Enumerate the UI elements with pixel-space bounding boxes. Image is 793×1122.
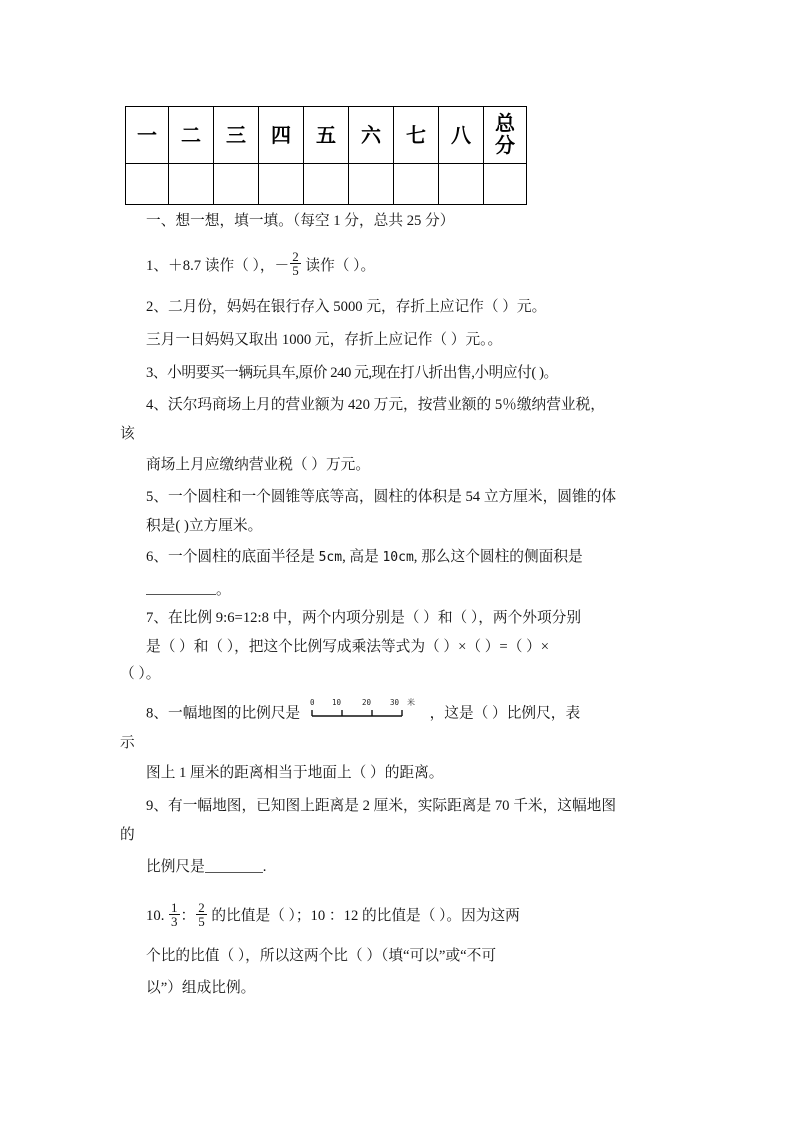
fraction-numerator: 2 (292, 249, 299, 265)
score-header-cell-1 (126, 107, 169, 164)
question-9-answer-blank[interactable] (205, 858, 263, 873)
score-answer-cell-1[interactable] (126, 164, 169, 205)
question-10-line-1 (120, 901, 683, 929)
fraction-two-fifths (196, 901, 207, 929)
score-header-label-1: 一 (137, 122, 157, 147)
question-10-number: 10. (146, 908, 165, 925)
fraction-denominator: 5 (292, 263, 299, 279)
score-header-cell-7 (394, 107, 439, 164)
question-4-line-3-end: ）万元。 (311, 456, 371, 473)
question-9-line-1: 9、有一幅地图，已知图上距离是 2 厘米，实际距离是 70 千米，这幅地图 (146, 797, 617, 814)
question-2-line-2-lead: 三月一日妈妈又取出 1000 元，存折上应记作（ (146, 331, 448, 348)
score-header-label-6: 六 (361, 122, 381, 147)
question-8-lead: 8、一幅地图的比例尺是 (146, 705, 301, 722)
question-6-lead: 6、一个圆柱的底面半径是 (146, 548, 319, 565)
question-4-line-3-lead: 商场上月应缴纳营业税（ (146, 456, 308, 473)
question-7-line-3: （ ）。 (120, 665, 161, 682)
question-4-wrap-fragment: 该 (120, 426, 135, 443)
score-header-cell-6 (349, 107, 394, 164)
score-answer-cell-6[interactable] (349, 164, 394, 205)
question-8-line-3-end: ）的距离。 (370, 765, 444, 782)
question-6-radius-value: 5cm (318, 549, 343, 565)
question-10-mid-end: ）。因为这两 (439, 908, 520, 925)
score-header-cell-5 (304, 107, 349, 164)
svg-text:20: 20 (361, 697, 371, 707)
question-6-line-2 (120, 581, 683, 598)
question-6-tail: , 那么这个圆柱的侧面积是 (413, 548, 583, 565)
question-9-line-3-lead: 比例尺是 (146, 859, 205, 876)
question-7-line-1: 7、在比例 9:6=12:8 中，两个内项分别是（ ）和（ ），两个外项分别 (146, 610, 582, 627)
score-table-header-row (126, 107, 527, 164)
score-header-label-4: 四 (271, 122, 291, 147)
score-header-label-3: 三 (226, 122, 246, 147)
question-6-answer-blank[interactable] (146, 581, 216, 596)
question-2-lead: 2、二月份，妈妈在银行存入 5000 元，存折上应记作（ (146, 299, 499, 316)
question-8-mid-end: ）比例尺，表 (492, 705, 581, 722)
score-header-label-5: 五 (316, 122, 336, 147)
question-10-line-2 (120, 949, 683, 964)
question-2-line-2 (120, 333, 683, 348)
question-3 (120, 366, 683, 381)
question-3-lead: 3、小明要买一辆玩具车,原价 240 元,现在打八折出售,小明应付( (146, 364, 536, 381)
question-3-end: )。 (539, 364, 558, 381)
question-10-line-2-part-a: 个比的比值（ (146, 947, 235, 964)
score-answer-cell-5[interactable] (304, 164, 349, 205)
score-header-cell-total (484, 107, 527, 164)
svg-text:0: 0 (309, 697, 315, 707)
question-4-line-1: 4、沃尔玛商场上月的营业额为 420 万元，按营业额的 5％缴纳营业税， (146, 397, 605, 414)
question-2-line-2-end: ）元。。 (450, 331, 503, 348)
svg-text:30: 30 (389, 697, 399, 707)
map-scale-bar-icon (306, 696, 424, 722)
score-table-container (125, 106, 527, 205)
question-5-line-2-end: )立方厘米。 (183, 518, 263, 535)
question-2-line-1 (120, 300, 683, 315)
score-answer-cell-4[interactable] (259, 164, 304, 205)
question-6-mid: , 高是 (342, 548, 383, 565)
score-answer-cell-7[interactable] (394, 164, 439, 205)
question-1-tail: 读作（ (305, 257, 350, 274)
section-heading: 一、想一想，填一填。（每空 1 分，总共 25 分） (146, 213, 455, 229)
question-9-line-3-end: . (262, 859, 267, 876)
question-9-wrap-fragment: 的 (120, 826, 135, 843)
score-header-cell-8 (439, 107, 484, 164)
question-6-line-2-end: 。 (216, 581, 231, 598)
question-10-line-2-part-b: ），所以这两个比（ (237, 947, 363, 964)
score-header-cell-3 (214, 107, 259, 164)
score-header-cell-4 (259, 107, 304, 164)
question-5-line-2-lead: 积是( (146, 518, 181, 535)
fraction-numerator: 2 (198, 899, 205, 915)
question-6-line-1 (120, 550, 683, 565)
svg-text:10: 10 (331, 697, 341, 707)
score-header-label-total: 总分 (495, 111, 515, 157)
score-answer-cell-3[interactable] (214, 164, 259, 205)
question-10-line-3: 以”）组成比例。 (146, 980, 256, 997)
question-2-line-1-end: ）元。 (502, 299, 547, 316)
question-1-lead: 1、＋8.7 读作（ (146, 257, 249, 274)
question-4-line-3 (120, 458, 683, 473)
question-10-line-2-part-c: ）（填“可以”或“不可 (366, 947, 497, 964)
question-8-line-3 (120, 766, 683, 781)
score-table (125, 106, 527, 205)
fraction-denominator: 5 (198, 913, 205, 929)
fraction-two-fifths (290, 250, 301, 278)
score-answer-cell-8[interactable] (439, 164, 484, 205)
question-8-line-1 (120, 696, 683, 722)
question-10-mid: ）；10 ：12 的比值是（ (288, 908, 436, 925)
score-answer-cell-2[interactable] (169, 164, 214, 205)
question-5-line-2 (120, 519, 683, 534)
question-10-ratio-separator: ： (180, 908, 196, 925)
question-1 (120, 251, 683, 279)
question-8-line-3-lead: 图上 1 厘米的距离相当于地面上（ (146, 765, 367, 782)
svg-text:米: 米 (406, 697, 415, 707)
question-8-wrap-fragment: 示 (120, 734, 135, 751)
question-10-after-fraction: 的比值是（ (211, 908, 285, 925)
question-6-height-value: 10cm (382, 549, 414, 565)
question-1-end: ）。 (353, 257, 376, 274)
question-5-line-1: 5、一个圆柱和一个圆锥等底等高，圆柱的体积是 54 立方厘米，圆锥的体 (146, 489, 617, 506)
score-header-cell-2 (169, 107, 214, 164)
fraction-denominator: 3 (171, 913, 178, 929)
question-7-line-2: 是（ ）和（ ），把这个比例写成乘法等式为（ ）×（ ）=（ ）× (146, 639, 550, 656)
score-table-answer-row (126, 164, 527, 205)
question-8-mid: ，这是（ (429, 705, 489, 722)
score-header-label-7: 七 (406, 122, 426, 147)
score-answer-cell-total[interactable] (484, 164, 527, 205)
fraction-one-third (169, 901, 180, 929)
question-1-mid: ），－ (252, 257, 290, 274)
questions-content (120, 214, 683, 996)
fraction-numerator: 1 (171, 899, 178, 915)
score-header-label-8: 八 (451, 122, 471, 147)
score-header-label-2: 二 (181, 122, 201, 147)
question-9-line-3 (120, 858, 683, 875)
